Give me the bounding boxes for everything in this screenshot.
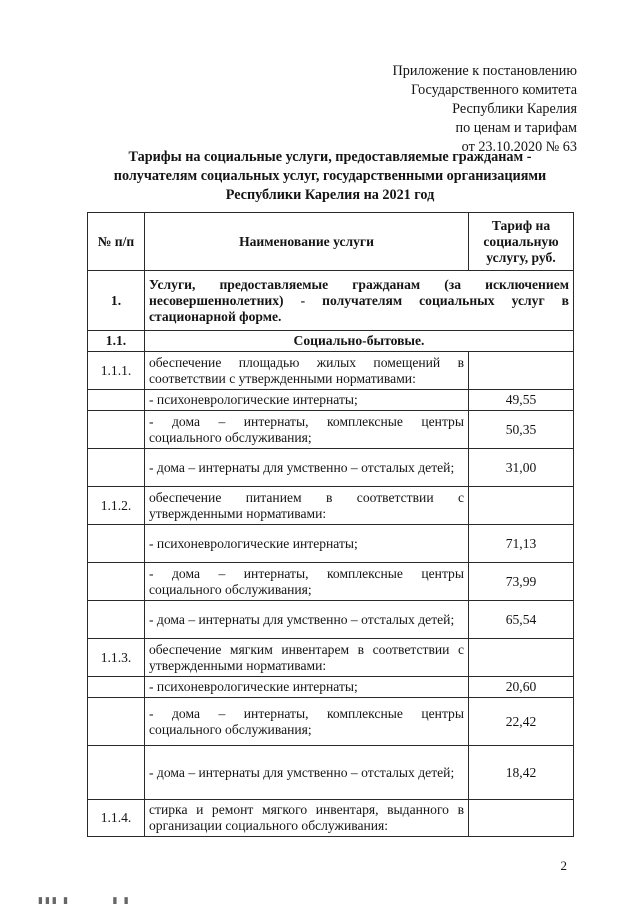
document-title <box>60 148 600 205</box>
row-service-name: - дома – интернаты, комплексные центры социального обслуживания; <box>145 698 469 746</box>
row-tariff: 22,42 <box>469 698 574 746</box>
row-service-name: обеспечение мягким инвентарем в соответствии с утвержденными нормативами: <box>145 639 469 677</box>
row-num <box>88 563 145 601</box>
row-service-name: стирка и ремонт мягкого инвентаря, выданного в организации социального обслуживания: <box>145 800 469 837</box>
row-tariff: 18,42 <box>469 746 574 800</box>
appendix-line: Приложение к постановлению <box>392 63 577 79</box>
appendix-line: от 23.10.2020 № 63 <box>461 139 577 155</box>
row-num <box>88 698 145 746</box>
row-service-name: обеспечение питанием в соответствии с утвержденными нормативами: <box>145 487 469 525</box>
table-row <box>88 639 574 677</box>
table-row <box>88 563 574 601</box>
row-service-name: - дома – интернаты, комплексные центры социального обслуживания; <box>145 411 469 449</box>
header-name: Наименование услуги <box>145 213 469 271</box>
row-num: 1.1.2. <box>88 487 145 525</box>
row-tariff: 73,99 <box>469 563 574 601</box>
row-service-name: - дома – интернаты для умственно – отсталых детей; <box>145 601 469 639</box>
table-row <box>88 352 574 390</box>
table-header-row <box>88 213 574 271</box>
row-tariff: 65,54 <box>469 601 574 639</box>
title-line: Республики Карелия на 2021 год <box>225 187 435 203</box>
table-row <box>88 746 574 800</box>
row-service-name: обеспечение площадью жилых помещений в соответствии с утвержденными нормативами: <box>145 352 469 390</box>
row-tariff <box>469 800 574 837</box>
table-row <box>88 411 574 449</box>
row-tariff: 49,55 <box>469 390 574 411</box>
header-price: Тариф на социальную услугу, руб. <box>469 213 574 271</box>
table-row <box>88 677 574 698</box>
row-num <box>88 525 145 563</box>
subsection-num: 1.1. <box>88 331 145 352</box>
row-num: 1.1.4. <box>88 800 145 837</box>
table-row <box>88 390 574 411</box>
subsection-row <box>88 331 574 352</box>
row-num: 1.1.3. <box>88 639 145 677</box>
row-tariff <box>469 487 574 525</box>
appendix-line: по ценам и тарифам <box>455 120 577 136</box>
table-row <box>88 698 574 746</box>
section-num: 1. <box>88 271 145 331</box>
page-number: 2 <box>560 858 567 873</box>
row-service-name: - дома – интернаты для умственно – отсталых детей; <box>145 746 469 800</box>
row-num: 1.1.1. <box>88 352 145 390</box>
row-service-name: - дома – интернаты, комплексные центры социального обслуживания; <box>145 563 469 601</box>
table-row <box>88 487 574 525</box>
row-num <box>88 411 145 449</box>
row-service-name: - психоневрологические интернаты; <box>145 677 469 698</box>
scan-marks: ▮▮▮ ▮ ▮ ▮ <box>38 895 131 905</box>
title-line: получателям социальных услуг, государственными организациями <box>113 168 547 184</box>
row-tariff: 71,13 <box>469 525 574 563</box>
subsection-text: Социально-бытовые. <box>145 331 574 352</box>
row-num <box>88 746 145 800</box>
header-num: № п/п <box>88 213 145 271</box>
table-row <box>88 525 574 563</box>
row-tariff <box>469 352 574 390</box>
row-num <box>88 390 145 411</box>
appendix-line: Республики Карелия <box>452 101 577 117</box>
row-tariff: 31,00 <box>469 449 574 487</box>
table-row <box>88 449 574 487</box>
table-row <box>88 800 574 837</box>
tariffs-table <box>87 212 574 837</box>
section-row <box>88 271 574 331</box>
row-num <box>88 449 145 487</box>
table-row <box>88 601 574 639</box>
section-text: Услуги, предоставляемые гражданам (за исключением несовершеннолетних) - получателям социальных услуг в стационарной форме. <box>145 271 574 331</box>
row-num <box>88 601 145 639</box>
row-service-name: - психоневрологические интернаты; <box>145 525 469 563</box>
appendix-line: Государственного комитета <box>411 82 577 98</box>
appendix-note <box>393 62 578 157</box>
row-service-name: - дома – интернаты для умственно – отсталых детей; <box>145 449 469 487</box>
row-tariff <box>469 639 574 677</box>
title-line: Тарифы на социальные услуги, предоставляемые гражданам - <box>128 149 532 165</box>
row-tariff: 50,35 <box>469 411 574 449</box>
row-service-name: - психоневрологические интернаты; <box>145 390 469 411</box>
row-num <box>88 677 145 698</box>
row-tariff: 20,60 <box>469 677 574 698</box>
